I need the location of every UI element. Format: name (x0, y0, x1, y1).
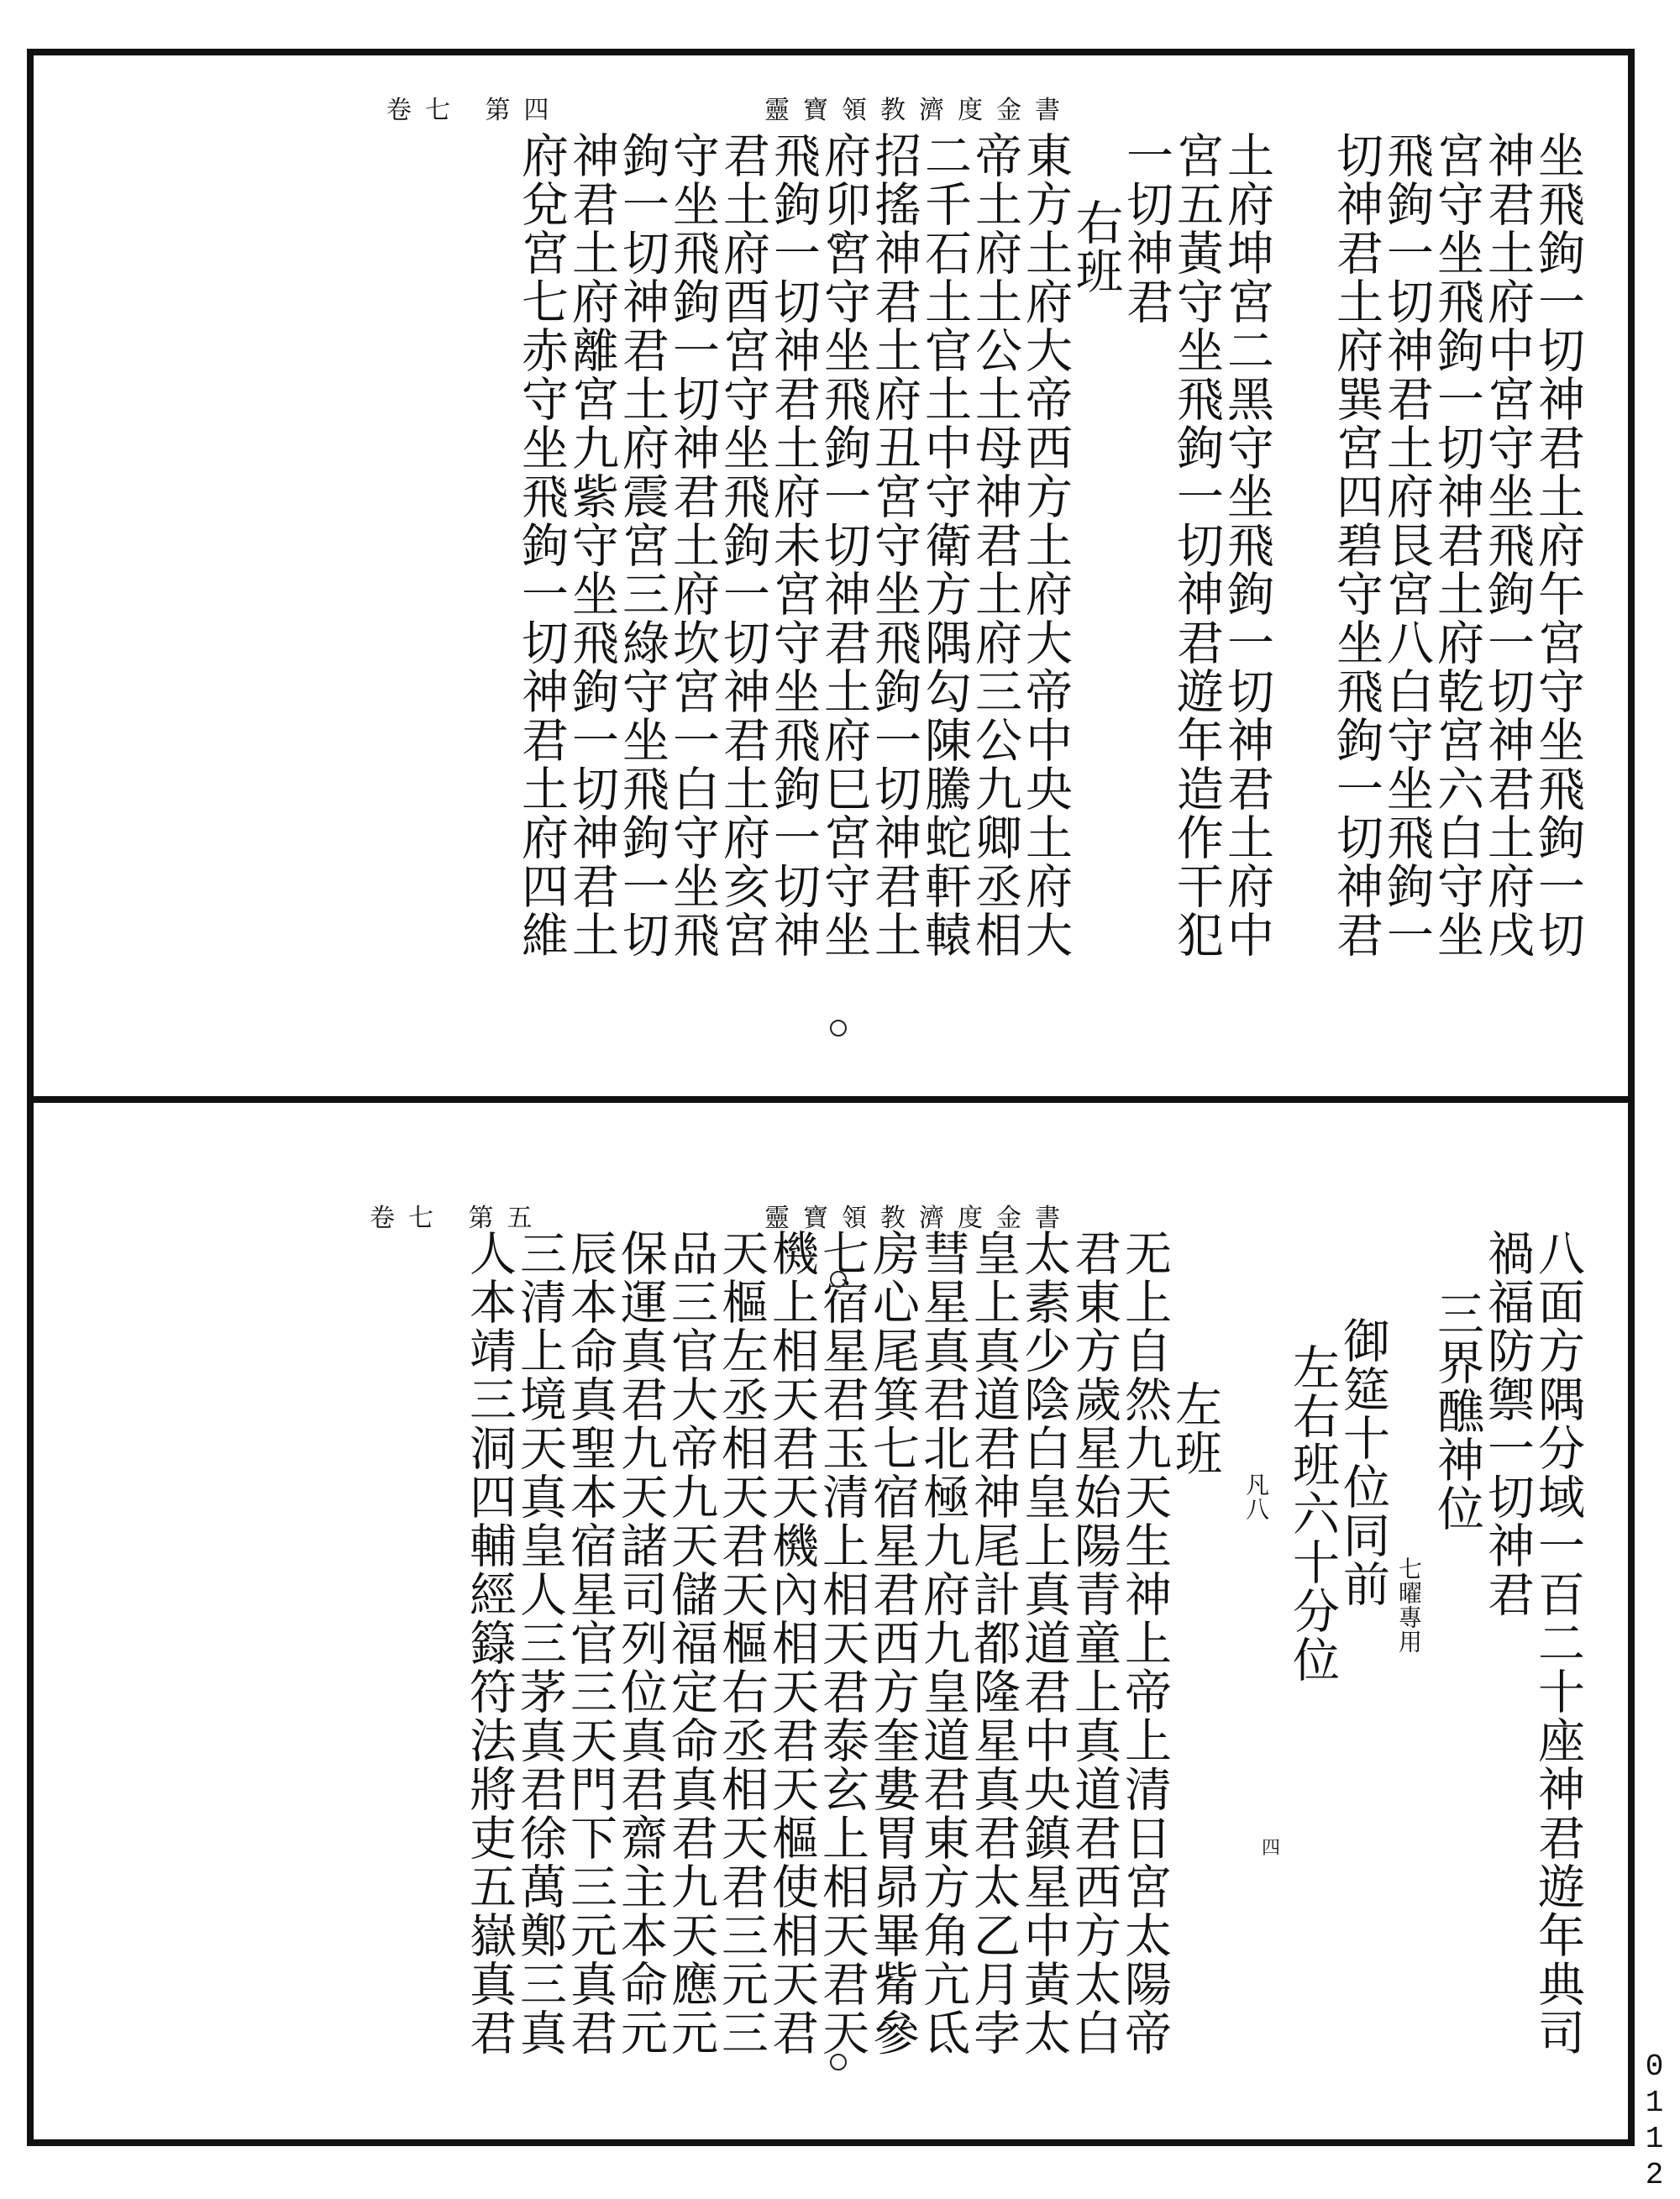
top-circle-mark-1 (830, 234, 847, 250)
bottom-col-19: 三清上境天真皇人三茅真君徐萬鄭三真 (512, 1229, 567, 2057)
bottom-col-1: 八面方隅分域一百二十座神君遊年典司 (1530, 1229, 1585, 2057)
bottom-col-16: 品三官大帝九天儲福定命真君九天應元 (664, 1229, 718, 2057)
bottom-note-small: 凡八 (1242, 1472, 1270, 1521)
top-col-16: 守坐飛鉤一切神君土府坎宮一白守坐飛 (665, 131, 720, 959)
top-col-15: 君土府酉宮守坐飛鉤一切神君土府亥宮 (716, 131, 770, 959)
bottom-col-18: 辰本命真聖本宿星官三天門下三元真君 (563, 1229, 617, 2057)
top-col-2: 神君土府中宮守坐飛鉤一切神君土府戌 (1480, 131, 1535, 959)
bottom-col-14: 機上相天君天機內相天君天樞使相天君 (764, 1229, 819, 2057)
bottom-col-5: 左右班六十分位 (1285, 1343, 1340, 1684)
bottom-col-3: 三界醮神位 (1430, 1289, 1484, 1533)
bottom-col-7: 无上自然九天生神上帝上清日宮太陽帝 (1117, 1229, 1172, 2057)
bottom-col-8: 君東方歲星始陽青童上真道君西方太白 (1067, 1229, 1121, 2057)
bottom-note-seven-stars: 七曜專用 (1395, 1556, 1423, 1654)
bottom-col-15: 天樞左丞相天君天樞右丞相天君三元三 (714, 1229, 769, 2057)
bottom-mark-four: 四 (1262, 1838, 1281, 1859)
top-page-header-chapter: 卷七 第四 (386, 96, 563, 125)
bottom-col-9: 太素少陰白皇上真道君中央鎮星中黃太 (1016, 1229, 1071, 2057)
bottom-page-header-chapter: 卷七 第五 (370, 1204, 546, 1233)
top-col-8: 一切神君 (1119, 131, 1173, 326)
page-number: 0112 (1637, 2049, 1672, 2194)
bottom-col-4: 御筵十位同前 (1336, 1316, 1390, 1609)
top-col-10: 帝土府土公土母神君土府三公九卿丞相 (968, 131, 1022, 959)
top-page (34, 55, 1628, 1096)
top-col-18: 神君土府離宮九紫守坐飛鉤一切神君土 (564, 131, 619, 959)
top-page-header-title: 靈寶領教濟度金書 (764, 96, 1074, 125)
top-col-19: 府兌宮七赤守坐飛鉤一切神君土府四維 (514, 131, 569, 959)
top-circle-mark-2 (830, 1020, 847, 1037)
top-right-ban-label: 右班 (1068, 198, 1123, 296)
bottom-page (34, 1103, 1628, 2139)
top-col-7: 宮五黃守坐飛鉤一切神君遊年造作干犯 (1169, 131, 1224, 959)
top-col-9: 東方土府大帝西方土府大帝中央土府大 (1018, 131, 1073, 959)
bottom-col-13: 七宿星君玉清上相天君泰玄上相天君天 (815, 1229, 869, 2057)
bottom-circle-mark-2 (830, 2054, 847, 2070)
top-col-5: 切神君土府巽宮四碧守坐飛鉤一切神君 (1329, 131, 1383, 959)
bottom-col-2: 禍福防禦一切神君 (1480, 1229, 1535, 1619)
bottom-col-17: 保運真君九天諸司列位真君齋主本命元 (613, 1229, 668, 2057)
top-col-1: 坐飛鉤一切神君土府午宮守坐飛鉤一切 (1530, 131, 1585, 959)
bottom-left-ban-label: 左班 (1168, 1380, 1222, 1477)
top-col-11: 二千石土官土中守衛方隅勾陳騰蛇軒轅 (917, 131, 972, 959)
bottom-col-11: 彗星真君北極九府九皇道君東方角亢氐 (916, 1229, 970, 2057)
bottom-col-12: 房心尾箕七宿星君西方奎婁胃昴畢觜參 (865, 1229, 920, 2057)
top-col-14: 飛鉤一切神君土府未宮守坐飛鉤一切神 (766, 131, 821, 959)
top-col-13: 府卯宮守坐飛鉤一切神君土府巳宮守坐 (816, 131, 871, 959)
panel-divider (27, 1096, 1635, 1103)
top-col-4: 飛鉤一切神君土府艮宮八白守坐飛鉤一 (1379, 131, 1434, 959)
top-col-6: 土府坤宮二黑守坐飛鉤一切神君土府中 (1220, 131, 1274, 959)
bottom-col-10: 皇上真道君神尾計都隆星真君太乙月孛 (966, 1229, 1021, 2057)
top-col-17: 鉤一切神君土府震宮三綠守坐飛鉤一切 (615, 131, 669, 959)
bottom-col-20: 人本靖三洞四輔經籙符法將吏五嶽真君 (462, 1229, 517, 2057)
top-col-12: 招搖神君土府丑宮守坐飛鉤一切神君土 (867, 131, 921, 959)
top-col-3: 宮守坐飛鉤一切神君土府乾宮六白守坐 (1430, 131, 1484, 959)
bottom-circle-mark-1 (830, 1271, 847, 1288)
bottom-page-header-title: 靈寶領教濟度金書 (764, 1204, 1074, 1233)
